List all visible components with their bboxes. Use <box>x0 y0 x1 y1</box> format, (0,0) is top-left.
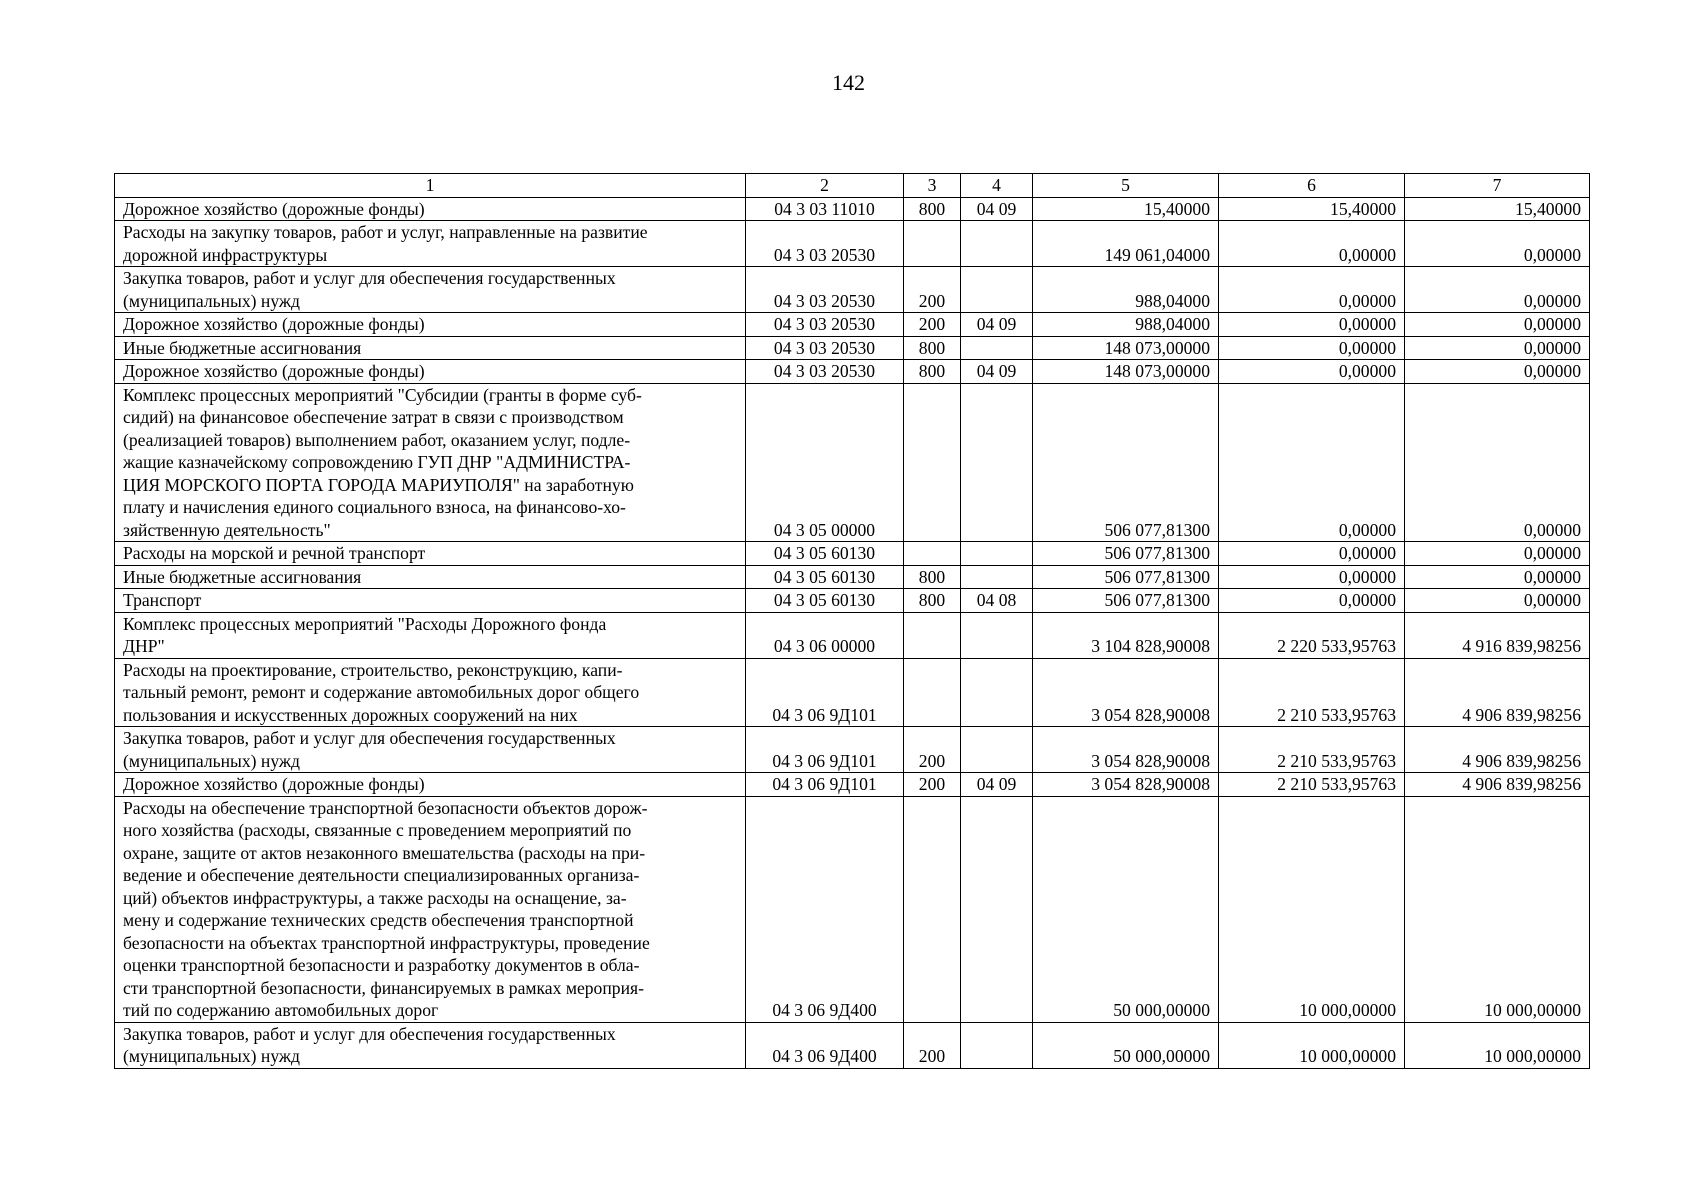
section-code-cell: 04 09 <box>961 313 1033 337</box>
amount-cell: 0,00000 <box>1405 336 1590 360</box>
expense-type-cell: 200 <box>904 313 961 337</box>
expense-name-cell: Дорожное хозяйство (дорожные фонды) <box>115 313 746 337</box>
section-code-cell <box>961 221 1033 267</box>
target-code-cell: 04 3 06 00000 <box>746 612 904 658</box>
amount-cell: 0,00000 <box>1219 542 1405 566</box>
table-header-row <box>115 174 1590 198</box>
amount-cell: 0,00000 <box>1219 336 1405 360</box>
target-code-cell: 04 3 05 60130 <box>746 565 904 589</box>
amount-cell: 0,00000 <box>1219 383 1405 542</box>
amount-cell: 4 906 839,98256 <box>1405 658 1590 727</box>
table-row <box>115 267 1590 313</box>
target-code-cell: 04 3 06 9Д400 <box>746 1022 904 1068</box>
amount-cell: 3 054 828,90008 <box>1033 773 1219 797</box>
expense-type-cell <box>904 612 961 658</box>
header-cell: 2 <box>746 174 904 198</box>
amount-cell: 0,00000 <box>1219 589 1405 613</box>
expense-name-cell: Иные бюджетные ассигнования <box>115 336 746 360</box>
amount-cell: 2 210 533,95763 <box>1219 727 1405 773</box>
amount-cell: 3 054 828,90008 <box>1033 658 1219 727</box>
table-row <box>115 197 1590 221</box>
header-cell: 5 <box>1033 174 1219 198</box>
amount-cell: 0,00000 <box>1405 565 1590 589</box>
table-row <box>115 589 1590 613</box>
table-body <box>115 174 1590 1069</box>
expense-type-cell <box>904 658 961 727</box>
amount-cell: 0,00000 <box>1405 589 1590 613</box>
amount-cell: 10 000,00000 <box>1219 1022 1405 1068</box>
expense-name-cell: Расходы на морской и речной транспорт <box>115 542 746 566</box>
target-code-cell: 04 3 06 9Д101 <box>746 727 904 773</box>
expense-type-cell <box>904 221 961 267</box>
header-cell: 6 <box>1219 174 1405 198</box>
amount-cell: 0,00000 <box>1405 360 1590 384</box>
expense-name-cell: Дорожное хозяйство (дорожные фонды) <box>115 773 746 797</box>
target-code-cell: 04 3 06 9Д101 <box>746 773 904 797</box>
table-row <box>115 727 1590 773</box>
amount-cell: 3 054 828,90008 <box>1033 727 1219 773</box>
expense-type-cell: 800 <box>904 360 961 384</box>
amount-cell: 0,00000 <box>1219 221 1405 267</box>
table-row <box>115 221 1590 267</box>
section-code-cell: 04 09 <box>961 360 1033 384</box>
section-code-cell <box>961 565 1033 589</box>
amount-cell: 988,04000 <box>1033 267 1219 313</box>
expense-type-cell: 800 <box>904 589 961 613</box>
amount-cell: 50 000,00000 <box>1033 796 1219 1022</box>
header-cell: 3 <box>904 174 961 198</box>
expense-name-cell: Расходы на проектирование, строительство, реконструкцию, капи- тальный ремонт, ремонт и содержание автомобильных дорог общего пользования и искусственных дорожных сооружений на них <box>115 658 746 727</box>
expense-name-cell: Дорожное хозяйство (дорожные фонды) <box>115 360 746 384</box>
section-code-cell <box>961 336 1033 360</box>
section-code-cell <box>961 542 1033 566</box>
table-row <box>115 796 1590 1022</box>
amount-cell: 506 077,81300 <box>1033 542 1219 566</box>
amount-cell: 15,40000 <box>1033 197 1219 221</box>
amount-cell: 0,00000 <box>1219 313 1405 337</box>
expense-name-cell: Расходы на обеспечение транспортной безопасности объектов дорож- ного хозяйства (расходы, связанные с проведением мероприятий по охране, защите от актов незаконного вмешательства (расходы на при- ведение и обеспечение деятельности специализированных организа- ций) объектов инфраструктуры, а также расходы на оснащение, за- мену и содержание технических средств обеспечения транспортной безопасности на объектах транспортной инфраструктуры, проведение оценки транспортной безопасности и разработку документов в обла- сти транспортной безопасности, финансируемых в рамках мероприя- тий по содержанию автомобильных дорог <box>115 796 746 1022</box>
section-code-cell <box>961 796 1033 1022</box>
section-code-cell <box>961 612 1033 658</box>
header-cell: 1 <box>115 174 746 198</box>
table-row <box>115 565 1590 589</box>
header-cell: 4 <box>961 174 1033 198</box>
section-code-cell <box>961 727 1033 773</box>
expense-type-cell <box>904 542 961 566</box>
amount-cell: 2 210 533,95763 <box>1219 773 1405 797</box>
table-row <box>115 658 1590 727</box>
target-code-cell: 04 3 05 60130 <box>746 542 904 566</box>
target-code-cell: 04 3 03 20530 <box>746 313 904 337</box>
expense-name-cell: Дорожное хозяйство (дорожные фонды) <box>115 197 746 221</box>
table-row <box>115 1022 1590 1068</box>
header-cell: 7 <box>1405 174 1590 198</box>
target-code-cell: 04 3 06 9Д101 <box>746 658 904 727</box>
expense-type-cell: 200 <box>904 267 961 313</box>
expense-name-cell: Иные бюджетные ассигнования <box>115 565 746 589</box>
target-code-cell: 04 3 03 20530 <box>746 221 904 267</box>
expense-name-cell: Комплекс процессных мероприятий "Расходы Дорожного фонда ДНР" <box>115 612 746 658</box>
amount-cell: 148 073,00000 <box>1033 336 1219 360</box>
amount-cell: 0,00000 <box>1405 383 1590 542</box>
amount-cell: 4 906 839,98256 <box>1405 727 1590 773</box>
expense-name-cell: Комплекс процессных мероприятий "Субсидии (гранты в форме суб- сидий) на финансовое обеспечение затрат в связи с производством (реализацией товаров) выполнением работ, оказанием услуг, подле- жащие казначейскому сопровождению ГУП ДНР "АДМИНИСТРА- ЦИЯ МОРСКОГО ПОРТА ГОРОДА МАРИУПОЛЯ" на заработную плату и начисления единого социального взноса, на финансово-хо- зяйственную деятельность" <box>115 383 746 542</box>
amount-cell: 506 077,81300 <box>1033 383 1219 542</box>
amount-cell: 3 104 828,90008 <box>1033 612 1219 658</box>
target-code-cell: 04 3 03 20530 <box>746 267 904 313</box>
section-code-cell: 04 09 <box>961 773 1033 797</box>
section-code-cell <box>961 658 1033 727</box>
section-code-cell <box>961 1022 1033 1068</box>
amount-cell: 506 077,81300 <box>1033 565 1219 589</box>
amount-cell: 10 000,00000 <box>1219 796 1405 1022</box>
table-row <box>115 773 1590 797</box>
target-code-cell: 04 3 03 20530 <box>746 360 904 384</box>
section-code-cell: 04 09 <box>961 197 1033 221</box>
amount-cell: 4 916 839,98256 <box>1405 612 1590 658</box>
table-row <box>115 360 1590 384</box>
amount-cell: 0,00000 <box>1405 221 1590 267</box>
expense-type-cell: 200 <box>904 773 961 797</box>
amount-cell: 10 000,00000 <box>1405 1022 1590 1068</box>
target-code-cell: 04 3 06 9Д400 <box>746 796 904 1022</box>
amount-cell: 15,40000 <box>1219 197 1405 221</box>
amount-cell: 10 000,00000 <box>1405 796 1590 1022</box>
amount-cell: 506 077,81300 <box>1033 589 1219 613</box>
amount-cell: 148 073,00000 <box>1033 360 1219 384</box>
page-number: 142 <box>832 70 865 95</box>
amount-cell: 0,00000 <box>1405 313 1590 337</box>
amount-cell: 15,40000 <box>1405 197 1590 221</box>
table-row <box>115 313 1590 337</box>
expense-name-cell: Закупка товаров, работ и услуг для обеспечения государственных (муниципальных) нужд <box>115 267 746 313</box>
expense-type-cell: 800 <box>904 197 961 221</box>
expense-type-cell: 200 <box>904 1022 961 1068</box>
target-code-cell: 04 3 03 20530 <box>746 336 904 360</box>
expense-type-cell <box>904 383 961 542</box>
target-code-cell: 04 3 03 11010 <box>746 197 904 221</box>
table-row <box>115 542 1590 566</box>
expense-type-cell: 200 <box>904 727 961 773</box>
section-code-cell <box>961 267 1033 313</box>
expense-name-cell: Закупка товаров, работ и услуг для обеспечения государственных (муниципальных) нужд <box>115 1022 746 1068</box>
expense-type-cell <box>904 796 961 1022</box>
amount-cell: 50 000,00000 <box>1033 1022 1219 1068</box>
amount-cell: 0,00000 <box>1219 360 1405 384</box>
section-code-cell <box>961 383 1033 542</box>
amount-cell: 149 061,04000 <box>1033 221 1219 267</box>
amount-cell: 988,04000 <box>1033 313 1219 337</box>
budget-table <box>114 173 1590 1069</box>
amount-cell: 0,00000 <box>1219 267 1405 313</box>
table-row <box>115 383 1590 542</box>
amount-cell: 2 210 533,95763 <box>1219 658 1405 727</box>
expense-name-cell: Расходы на закупку товаров, работ и услуг, направленные на развитие дорожной инфраструктуры <box>115 221 746 267</box>
section-code-cell: 04 08 <box>961 589 1033 613</box>
amount-cell: 0,00000 <box>1219 565 1405 589</box>
amount-cell: 2 220 533,95763 <box>1219 612 1405 658</box>
target-code-cell: 04 3 05 60130 <box>746 589 904 613</box>
table-row <box>115 336 1590 360</box>
expense-type-cell: 800 <box>904 336 961 360</box>
amount-cell: 4 906 839,98256 <box>1405 773 1590 797</box>
table-row <box>115 612 1590 658</box>
target-code-cell: 04 3 05 00000 <box>746 383 904 542</box>
expense-name-cell: Транспорт <box>115 589 746 613</box>
expense-name-cell: Закупка товаров, работ и услуг для обеспечения государственных (муниципальных) нужд <box>115 727 746 773</box>
amount-cell: 0,00000 <box>1405 542 1590 566</box>
expense-type-cell: 800 <box>904 565 961 589</box>
amount-cell: 0,00000 <box>1405 267 1590 313</box>
